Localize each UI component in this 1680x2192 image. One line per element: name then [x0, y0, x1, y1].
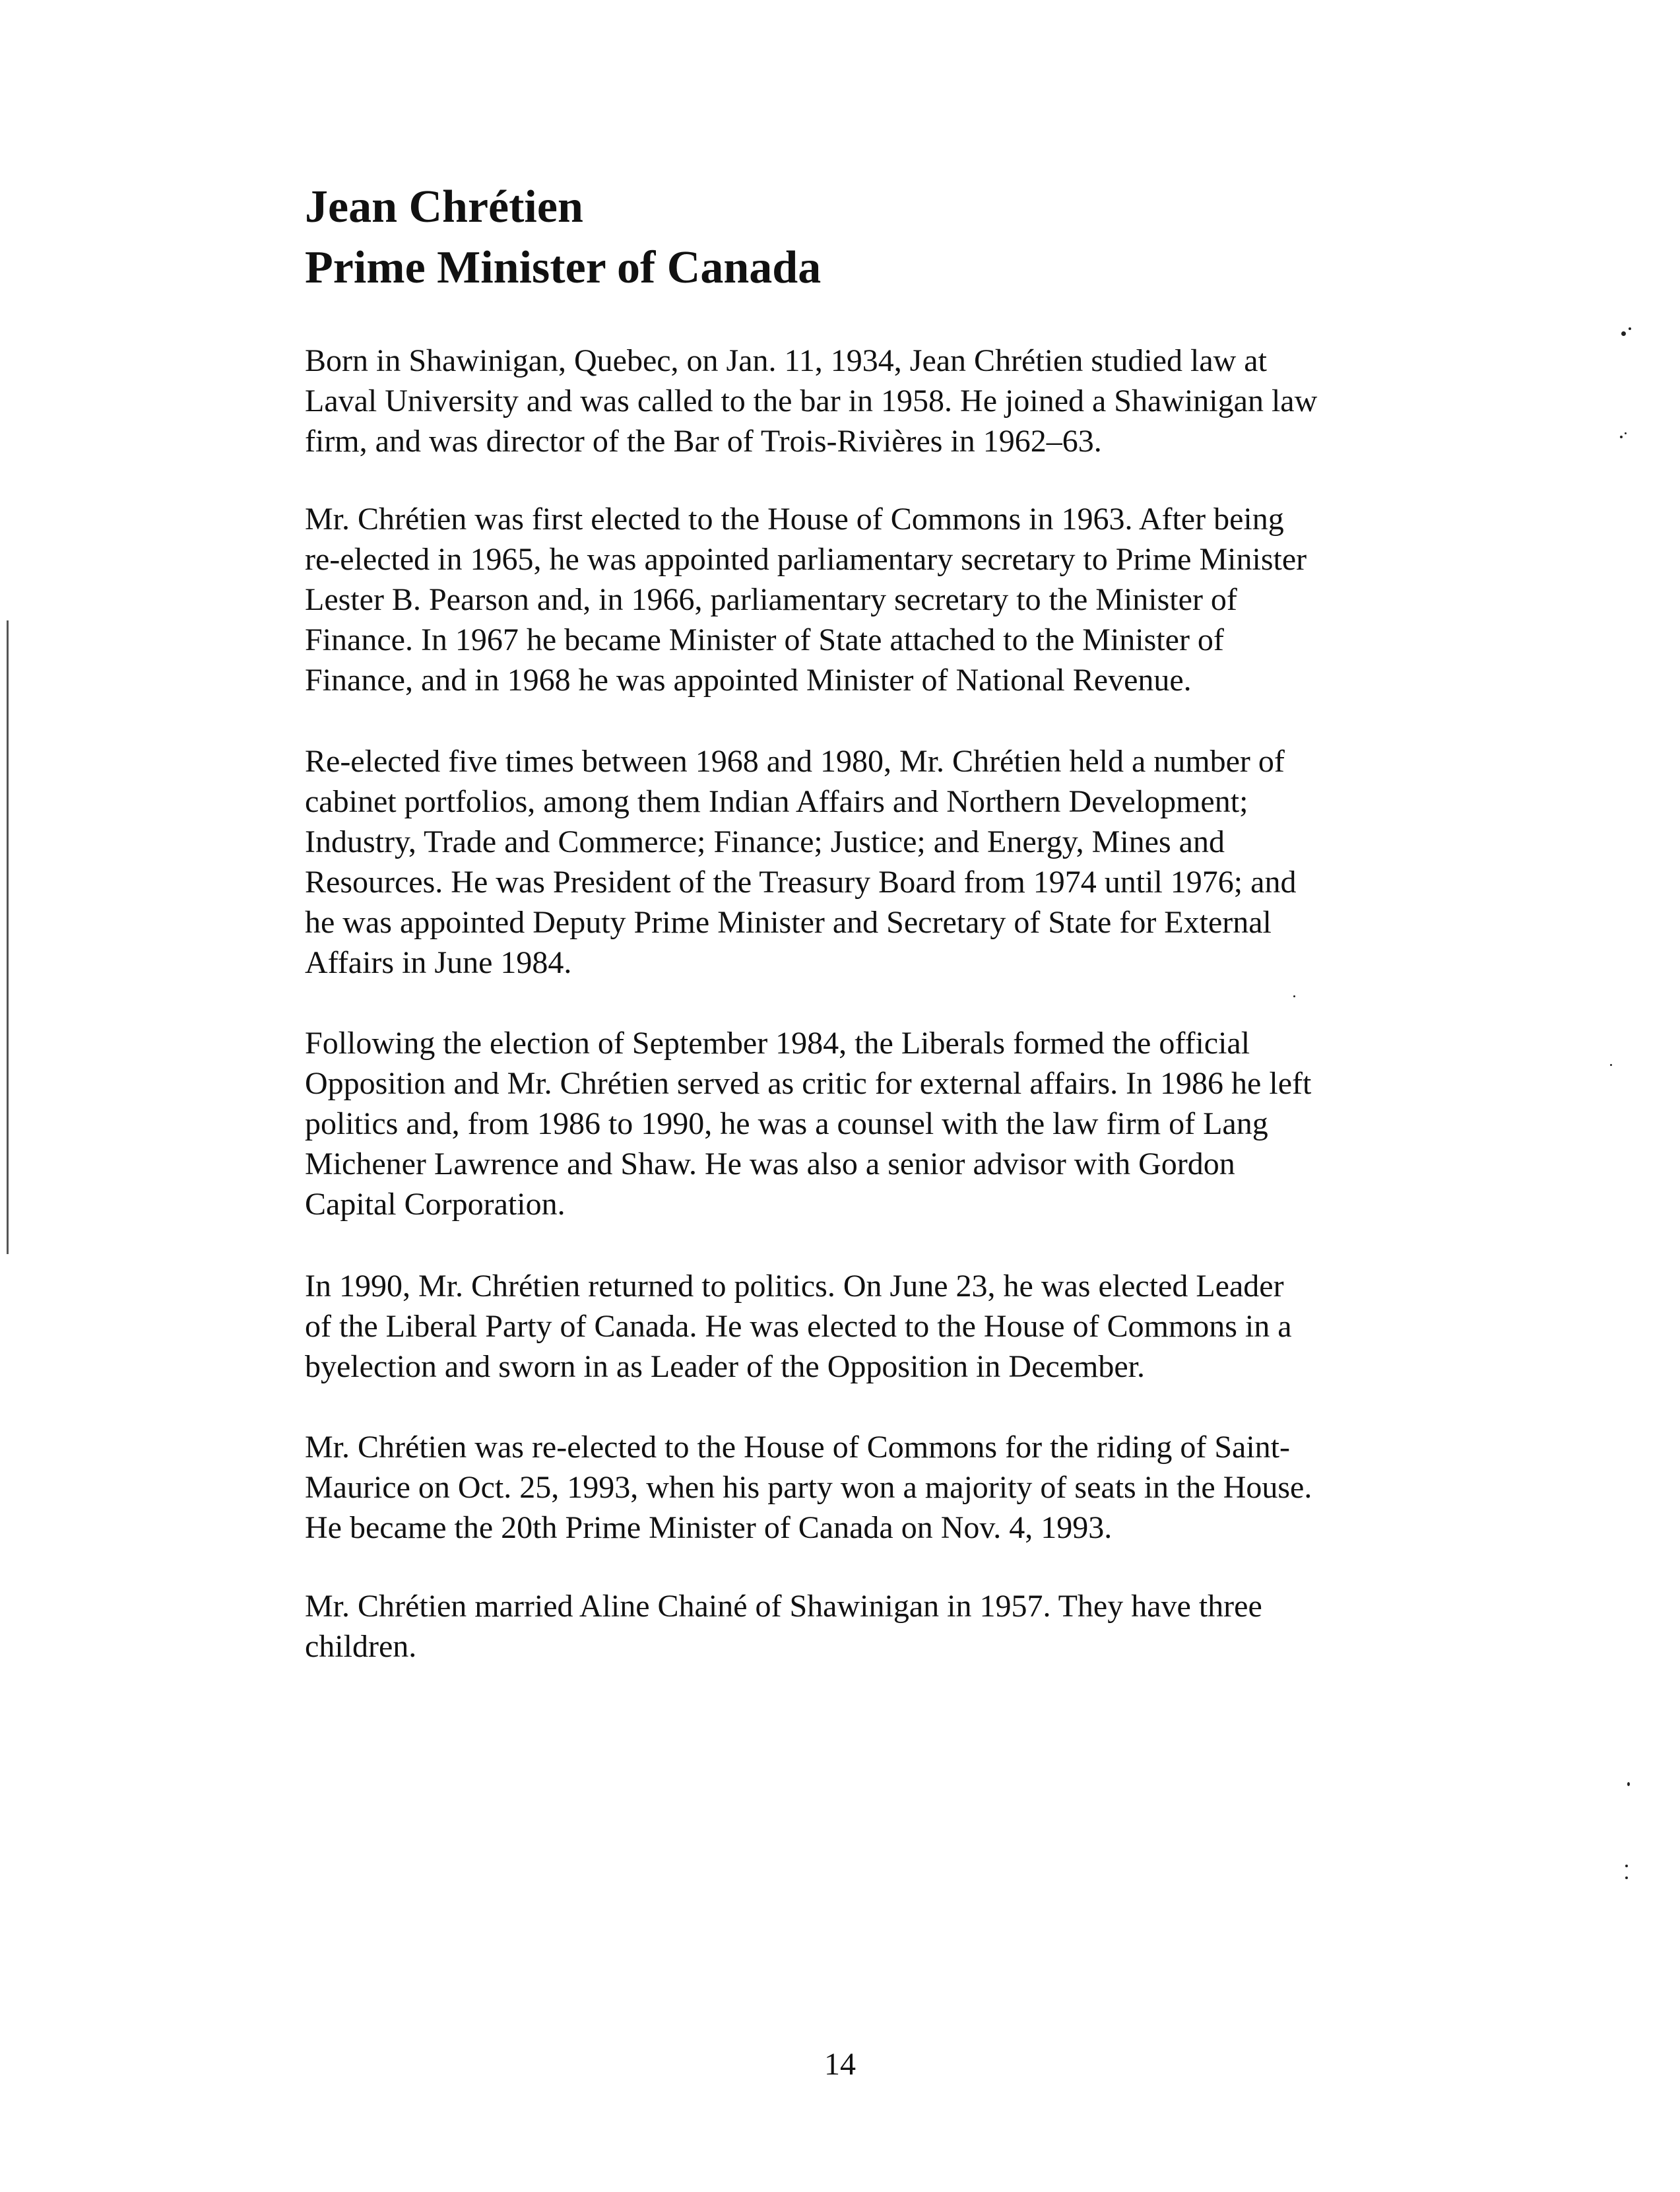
text-line: He became the 20th Prime Minister of Canada on Nov. 4, 1993. [305, 1510, 1113, 1545]
text-line: re-elected in 1965, he was appointed parliamentary secretary to Prime Minister [305, 542, 1307, 577]
text-line: Industry, Trade and Commerce; Finance; Justice; and Energy, Mines and [305, 824, 1225, 859]
text-line: byelection and sworn in as Leader of the Opposition in December. [305, 1349, 1145, 1384]
text-line: Born in Shawinigan, Quebec, on Jan. 11, 1934, Jean Chrétien studied law at [305, 343, 1267, 378]
page-number: 14 [824, 2047, 856, 2082]
text-line: In 1990, Mr. Chrétien returned to politics. On June 23, he was elected Leader [305, 1269, 1284, 1304]
text-line: Opposition and Mr. Chrétien served as critic for external affairs. In 1986 he left [305, 1066, 1312, 1101]
text-line: Laval University and was called to the bar in 1958. He joined a Shawinigan law [305, 383, 1318, 418]
text-line: Lester B. Pearson and, in 1966, parliamentary secretary to the Minister of [305, 582, 1237, 617]
text-line: Mr. Chrétien married Aline Chainé of Shawinigan in 1957. They have three [305, 1589, 1262, 1624]
paragraph-prime-minister [305, 1427, 1479, 1548]
paragraph-early-life [305, 341, 1479, 461]
text-line: Capital Corporation. [305, 1187, 565, 1222]
paragraph-cabinet-portfolios [305, 741, 1479, 983]
text-line: Maurice on Oct. 25, 1993, when his party won a majority of seats in the House. [305, 1470, 1312, 1505]
person-title-heading: Prime Minister of Canada [305, 242, 822, 293]
text-line: Finance. In 1967 he became Minister of State attached to the Minister of [305, 622, 1224, 657]
person-name-heading: Jean Chrétien [305, 182, 583, 232]
text-line: Finance, and in 1968 he was appointed Minister of National Revenue. [305, 663, 1192, 698]
scan-speck [1293, 995, 1295, 997]
scan-speck [1629, 327, 1631, 330]
text-line: Re-elected five times between 1968 and 1980, Mr. Chrétien held a number of [305, 744, 1285, 779]
text-line: Michener Lawrence and Shaw. He was also a senior advisor with Gordon [305, 1146, 1235, 1181]
scan-speck [1620, 436, 1623, 438]
text-line: Resources. He was President of the Treasury Board from 1974 until 1976; and [305, 865, 1297, 900]
scan-speck [1625, 1876, 1628, 1879]
text-line: Following the election of September 1984, the Liberals formed the official [305, 1026, 1250, 1061]
paragraph-family [305, 1586, 1479, 1667]
document-heading [305, 177, 1493, 298]
paragraph-opposition [305, 1023, 1479, 1224]
text-line: politics and, from 1986 to 1990, he was a counsel with the law firm of Lang [305, 1106, 1268, 1141]
scan-speck [1621, 331, 1626, 336]
scan-speck [1610, 1064, 1612, 1066]
text-line: firm, and was director of the Bar of Trois-Rivières in 1962–63. [305, 424, 1102, 459]
text-line: he was appointed Deputy Prime Minister and Secretary of State for External [305, 905, 1272, 940]
text-line: Mr. Chrétien was re-elected to the House of Commons for the riding of Saint- [305, 1430, 1290, 1465]
text-line: of the Liberal Party of Canada. He was elected to the House of Commons in a [305, 1309, 1292, 1344]
scan-speck [1625, 432, 1627, 434]
paragraph-first-election [305, 499, 1479, 700]
scan-speck [1627, 1782, 1630, 1786]
text-line: Mr. Chrétien was first elected to the House of Commons in 1963. After being [305, 502, 1284, 537]
text-line: Affairs in June 1984. [305, 945, 572, 980]
text-line: cabinet portfolios, among them Indian Affairs and Northern Development; [305, 784, 1248, 819]
scan-speck [1625, 1865, 1628, 1867]
paragraph-return-to-politics [305, 1266, 1479, 1387]
scan-margin-line [7, 620, 9, 1254]
text-line: children. [305, 1629, 417, 1664]
